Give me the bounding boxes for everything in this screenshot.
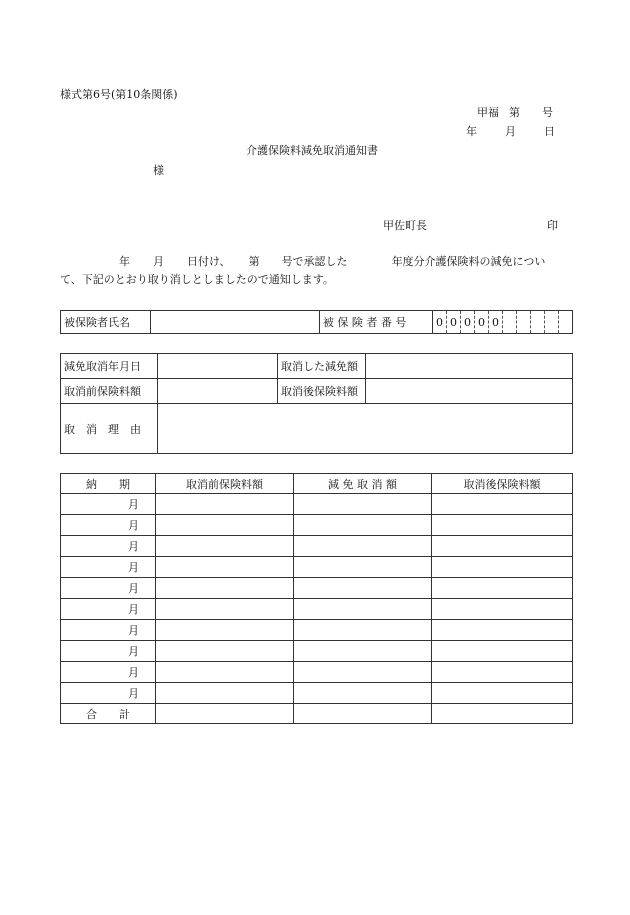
insured-digit[interactable]: 0 xyxy=(474,311,488,334)
after-amount-label: 取消後保険料額 xyxy=(278,379,366,404)
cancelled-amount-label: 取消した減免額 xyxy=(278,354,366,379)
details-table xyxy=(60,353,573,454)
notice-line-1: 年 月 日付け、 第 号で承認した 年度分介護保険料の減免につい xyxy=(119,255,546,268)
reduction-amount-cell[interactable] xyxy=(294,536,432,557)
issue-date xyxy=(466,123,555,139)
before-amount-cell[interactable] xyxy=(156,620,294,641)
after-amount-cell[interactable] xyxy=(432,662,573,683)
month-cell[interactable]: 月 xyxy=(61,557,156,578)
after-amount-cell[interactable] xyxy=(432,515,573,536)
insured-row xyxy=(61,311,573,334)
before-amount-cell[interactable] xyxy=(156,515,294,536)
schedule-row xyxy=(61,662,573,683)
after-amount-cell[interactable] xyxy=(432,641,573,662)
reduction-amount-cell[interactable] xyxy=(294,578,432,599)
date-day: 日 xyxy=(544,125,555,138)
before-amount-cell[interactable] xyxy=(156,662,294,683)
reduction-amount-cell[interactable] xyxy=(294,494,432,515)
month-cell[interactable]: 月 xyxy=(61,662,156,683)
insured-digit[interactable]: 0 xyxy=(433,311,447,334)
reduction-amount-cell[interactable] xyxy=(294,641,432,662)
before-amount-cell[interactable] xyxy=(156,599,294,620)
schedule-row xyxy=(61,494,573,515)
details-row xyxy=(61,354,573,379)
insured-digit[interactable]: 0 xyxy=(461,311,475,334)
header-before: 取消前保険料額 xyxy=(156,474,294,494)
after-amount-cell[interactable] xyxy=(432,620,573,641)
month-cell[interactable]: 月 xyxy=(61,599,156,620)
schedule-row xyxy=(61,641,573,662)
notice-line-2: て、下記のとおり取り消しとしましたので通知します。 xyxy=(60,273,334,286)
schedule-row xyxy=(61,620,573,641)
schedule-total-row xyxy=(61,704,573,724)
total-label: 合 計 xyxy=(61,704,156,724)
insured-digit[interactable] xyxy=(502,311,516,334)
insured-digit[interactable] xyxy=(558,311,572,334)
month-cell[interactable]: 月 xyxy=(61,641,156,662)
month-cell[interactable]: 月 xyxy=(61,683,156,704)
insured-digit[interactable] xyxy=(530,311,544,334)
after-amount-cell[interactable] xyxy=(432,578,573,599)
before-amount-cell[interactable] xyxy=(156,683,294,704)
reduction-amount-cell[interactable] xyxy=(294,599,432,620)
form-number: 様式第6号(第10条関係) xyxy=(60,88,178,101)
after-amount-cell[interactable] xyxy=(432,557,573,578)
addressee-suffix: 様 xyxy=(153,164,164,177)
before-amount-cell[interactable] xyxy=(156,557,294,578)
insured-digit[interactable] xyxy=(516,311,530,334)
before-amount-cell[interactable] xyxy=(156,641,294,662)
reduction-amount-cell[interactable] xyxy=(294,557,432,578)
insured-number-label: 被 保 険 者 番 号 xyxy=(319,311,432,334)
schedule-table xyxy=(60,473,573,724)
date-month: 月 xyxy=(505,125,516,138)
reduction-amount-cell[interactable] xyxy=(294,662,432,683)
header-reduction: 減 免 取 消 額 xyxy=(294,474,432,494)
schedule-header-row xyxy=(61,474,573,494)
date-year: 年 xyxy=(466,125,477,138)
cancelled-amount-field[interactable] xyxy=(366,354,573,379)
cancel-date-field[interactable] xyxy=(158,354,278,379)
total-after-field[interactable] xyxy=(432,704,573,724)
header-after: 取消後保険料額 xyxy=(432,474,573,494)
ref-dai: 第 xyxy=(509,106,520,119)
before-amount-cell[interactable] xyxy=(156,578,294,599)
schedule-row xyxy=(61,578,573,599)
month-cell[interactable]: 月 xyxy=(61,515,156,536)
schedule-row xyxy=(61,599,573,620)
reference-number xyxy=(477,104,553,120)
before-amount-label: 取消前保険料額 xyxy=(61,379,158,404)
after-amount-cell[interactable] xyxy=(432,494,573,515)
month-cell[interactable]: 月 xyxy=(61,578,156,599)
after-amount-cell[interactable] xyxy=(432,536,573,557)
before-amount-cell[interactable] xyxy=(156,494,294,515)
insured-digit[interactable] xyxy=(544,311,558,334)
after-amount-cell[interactable] xyxy=(432,599,573,620)
month-cell[interactable]: 月 xyxy=(61,620,156,641)
reason-label: 取 消 理 由 xyxy=(61,404,158,454)
total-reduction-field[interactable] xyxy=(294,704,432,724)
insured-name-field[interactable] xyxy=(150,311,319,334)
insured-digit[interactable]: 0 xyxy=(447,311,461,334)
header-period: 納 期 xyxy=(61,474,156,494)
reason-field[interactable] xyxy=(158,404,573,454)
total-before-field[interactable] xyxy=(156,704,294,724)
issuer-title: 甲佐町長 xyxy=(383,219,427,232)
schedule-row xyxy=(61,515,573,536)
cancel-date-label: 減免取消年月日 xyxy=(61,354,158,379)
before-amount-field[interactable] xyxy=(158,379,278,404)
schedule-row xyxy=(61,536,573,557)
after-amount-field[interactable] xyxy=(366,379,573,404)
schedule-row xyxy=(61,557,573,578)
reduction-amount-cell[interactable] xyxy=(294,515,432,536)
insured-table xyxy=(60,310,573,334)
reduction-amount-cell[interactable] xyxy=(294,683,432,704)
seal-mark: 印 xyxy=(547,219,558,232)
before-amount-cell[interactable] xyxy=(156,536,294,557)
insured-digit[interactable]: 0 xyxy=(488,311,502,334)
details-row xyxy=(61,404,573,454)
notice-body xyxy=(60,253,575,289)
schedule-row xyxy=(61,683,573,704)
document-title: 介護保険料減免取消通知書 xyxy=(246,144,378,157)
insured-name-label: 被保険者氏名 xyxy=(61,311,151,334)
details-row xyxy=(61,379,573,404)
after-amount-cell[interactable] xyxy=(432,683,573,704)
ref-go: 号 xyxy=(542,106,553,119)
month-cell[interactable]: 月 xyxy=(61,536,156,557)
reduction-amount-cell[interactable] xyxy=(294,620,432,641)
month-cell[interactable]: 月 xyxy=(61,494,156,515)
ref-office: 甲福 xyxy=(477,106,499,119)
